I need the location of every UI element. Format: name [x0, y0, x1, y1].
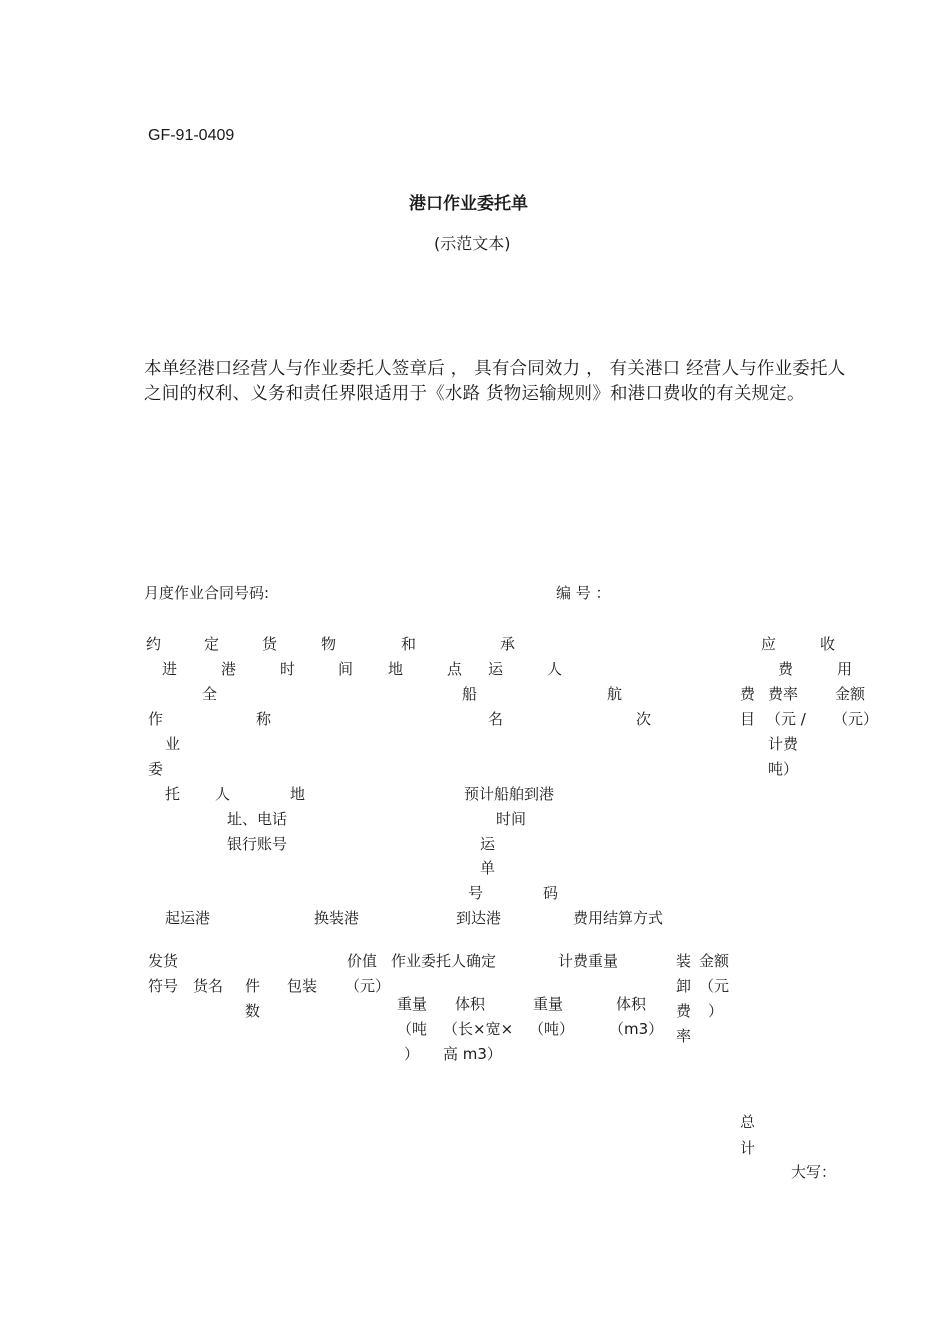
label-ye: 业: [165, 735, 181, 753]
col-goods-name: 货名: [193, 977, 224, 995]
label-chuan: 船: [462, 685, 478, 703]
label-dian: 点: [447, 660, 463, 678]
label-transship-port: 换装港: [314, 909, 360, 927]
label-yue: 约: [146, 635, 162, 653]
label-fee-item-2: 目: [740, 710, 756, 728]
label-di: 地: [388, 660, 404, 678]
total-label-2: 计: [740, 1139, 756, 1157]
intro-paragraph-line-1: 本单经港口经营人与作业委托人签章后 ， 具有合同效力 ， 有关港口 经营人与作业委托人: [144, 359, 846, 379]
label-yuan-per: （元 /: [766, 710, 806, 728]
label-cheng: 承: [500, 635, 516, 653]
label-ren: 人: [547, 660, 563, 678]
document-title: 港口作业委托单: [409, 194, 528, 214]
col-shipping-mark-2: 符号: [148, 977, 179, 995]
label-settlement-method: 费用结算方式: [573, 909, 664, 927]
label-hang: 航: [607, 685, 623, 703]
label-gang: 港: [221, 660, 237, 678]
col-pieces-2: 数: [245, 1002, 261, 1020]
label-amount: 金额: [835, 685, 866, 703]
col-handling-rate-3: 费: [676, 1002, 692, 1020]
label-shijian: 时间: [496, 810, 527, 828]
label-shi: 时: [280, 660, 296, 678]
label-jifei: 计费: [768, 735, 799, 753]
form-code: GF-91-0409: [148, 127, 235, 144]
label-tuo: 托: [165, 785, 181, 803]
contract-number-label: 月度作业合同号码:: [144, 584, 270, 602]
col-handling-rate-2: 卸: [676, 977, 692, 995]
label-di2: 地: [290, 785, 306, 803]
col-weight-2: 重量: [533, 995, 564, 1013]
col-volume-2-unit: （m3）: [609, 1020, 664, 1038]
label-ma: 码: [543, 884, 559, 902]
label-ming: 名: [488, 710, 504, 728]
col-value-unit: （元）: [345, 977, 391, 995]
label-quan: 全: [202, 685, 218, 703]
document-subtitle: (示范文本): [434, 234, 511, 253]
serial-number-label: 编 号 ：: [556, 584, 611, 602]
col-weight-1: 重量: [397, 995, 428, 1013]
label-fee-rate: 费率: [768, 685, 799, 703]
label-ying: 应: [761, 635, 777, 653]
label-shou: 收: [820, 635, 836, 653]
col-billing-weight: 计费重量: [558, 952, 619, 970]
col-handling-rate-4: 率: [676, 1027, 692, 1045]
label-destination-port: 到达港: [456, 909, 502, 927]
col-pieces-1: 件: [245, 977, 261, 995]
label-jian: 间: [338, 660, 354, 678]
label-ren2: 人: [215, 785, 231, 803]
col-volume-1-unit-a: （长×宽×: [443, 1020, 514, 1038]
label-dun: 吨）: [768, 760, 799, 778]
col-packing: 包装: [287, 977, 318, 995]
label-he: 和: [401, 635, 417, 653]
label-zuo: 作: [148, 710, 164, 728]
label-yun2: 运: [480, 835, 496, 853]
label-fei: 费: [778, 660, 794, 678]
col-volume-1: 体积: [455, 995, 486, 1013]
label-bank-account: 银行账号: [227, 835, 288, 853]
label-ci: 次: [636, 710, 652, 728]
col-weight-1-unit-a: （吨: [397, 1020, 428, 1038]
intro-paragraph-line-2: 之间的权利、义务和责任界限适用于《水路 货物运输规则》和港口费收的有关规定。: [144, 384, 805, 404]
col-amount-unit-2: ）: [708, 1002, 724, 1020]
col-weight-2-unit: （吨）: [529, 1020, 575, 1038]
col-handling-rate-1: 装: [676, 952, 692, 970]
col-amount: 金额: [699, 952, 730, 970]
col-volume-1-unit-b: 高 m3）: [443, 1045, 502, 1063]
label-wu: 物: [321, 635, 337, 653]
col-amount-unit-1: （元: [699, 977, 730, 995]
label-dan: 单: [480, 859, 496, 877]
col-shipping-mark-1: 发货: [148, 952, 179, 970]
label-ding: 定: [204, 635, 220, 653]
col-client-confirmed: 作业委托人确定: [391, 952, 497, 970]
label-wei: 委: [148, 760, 164, 778]
col-volume-2: 体积: [616, 995, 647, 1013]
label-yong: 用: [837, 660, 853, 678]
label-eta: 预计船舶到港: [464, 785, 555, 803]
label-fee-item-1: 费: [740, 685, 756, 703]
label-yun: 运: [488, 660, 504, 678]
label-huo: 货: [262, 635, 278, 653]
label-address-phone: 址、电话: [227, 810, 288, 828]
label-yuan: （元）: [833, 710, 879, 728]
col-weight-1-unit-b: ）: [404, 1045, 420, 1063]
col-value: 价值: [347, 952, 378, 970]
amount-in-words-label: 大写：: [791, 1163, 837, 1181]
label-cheng2: 称: [256, 710, 272, 728]
total-label-1: 总: [740, 1113, 756, 1131]
label-jin: 进: [162, 660, 178, 678]
label-hao: 号: [468, 884, 484, 902]
label-loading-port: 起运港: [165, 909, 211, 927]
